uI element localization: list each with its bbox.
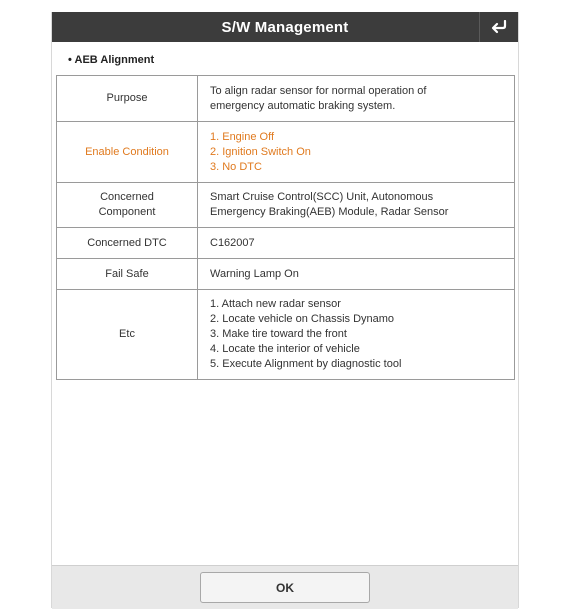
value-line: emergency automatic braking system. bbox=[210, 99, 396, 112]
value-line: 3. No DTC bbox=[210, 160, 262, 173]
ok-button[interactable]: OK bbox=[200, 572, 370, 603]
row-value bbox=[198, 290, 515, 380]
row-label bbox=[57, 183, 198, 228]
value-line: 1. Engine Off bbox=[210, 130, 275, 143]
label-line: Component bbox=[98, 206, 156, 218]
value-line: Smart Cruise Control(SCC) Unit, Autonomous bbox=[210, 191, 434, 203]
sw-management-window bbox=[51, 12, 519, 608]
table-row bbox=[57, 259, 515, 290]
window-title: S/W Management bbox=[221, 18, 349, 36]
value-line: 1. Attach new radar sensor bbox=[210, 298, 341, 310]
title-bar bbox=[52, 12, 518, 42]
value-line: To align radar sensor for normal operation of bbox=[210, 84, 427, 97]
table-row bbox=[57, 76, 515, 122]
value-line: 2. Locate vehicle on Chassis Dynamo bbox=[210, 313, 395, 325]
row-label: Concerned DTC bbox=[57, 228, 198, 259]
section-label: • AEB Alignment bbox=[68, 54, 155, 66]
back-button[interactable] bbox=[479, 12, 518, 42]
row-label: Enable Condition bbox=[57, 122, 198, 183]
info-table bbox=[56, 75, 515, 380]
row-value bbox=[198, 122, 515, 183]
table-row bbox=[57, 228, 515, 259]
value-line: Emergency Braking(AEB) Module, Radar Sensor bbox=[210, 206, 449, 218]
row-value: Warning Lamp On bbox=[198, 259, 515, 290]
row-value: C162007 bbox=[198, 228, 515, 259]
table-row bbox=[57, 183, 515, 228]
row-label: Etc bbox=[57, 290, 198, 380]
return-arrow-icon bbox=[490, 20, 508, 34]
footer-bar bbox=[52, 565, 518, 609]
value-line: 3. Make tire toward the front bbox=[210, 328, 347, 340]
label-line: Concerned bbox=[100, 191, 154, 203]
row-value bbox=[198, 76, 515, 122]
table-row bbox=[57, 290, 515, 380]
value-line: 5. Execute Alignment by diagnostic tool bbox=[210, 358, 402, 370]
table-row bbox=[57, 122, 515, 183]
value-line: 4. Locate the interior of vehicle bbox=[210, 343, 360, 355]
row-label: Purpose bbox=[57, 76, 198, 122]
row-label: Fail Safe bbox=[57, 259, 198, 290]
row-value bbox=[198, 183, 515, 228]
value-line: 2. Ignition Switch On bbox=[210, 145, 311, 158]
